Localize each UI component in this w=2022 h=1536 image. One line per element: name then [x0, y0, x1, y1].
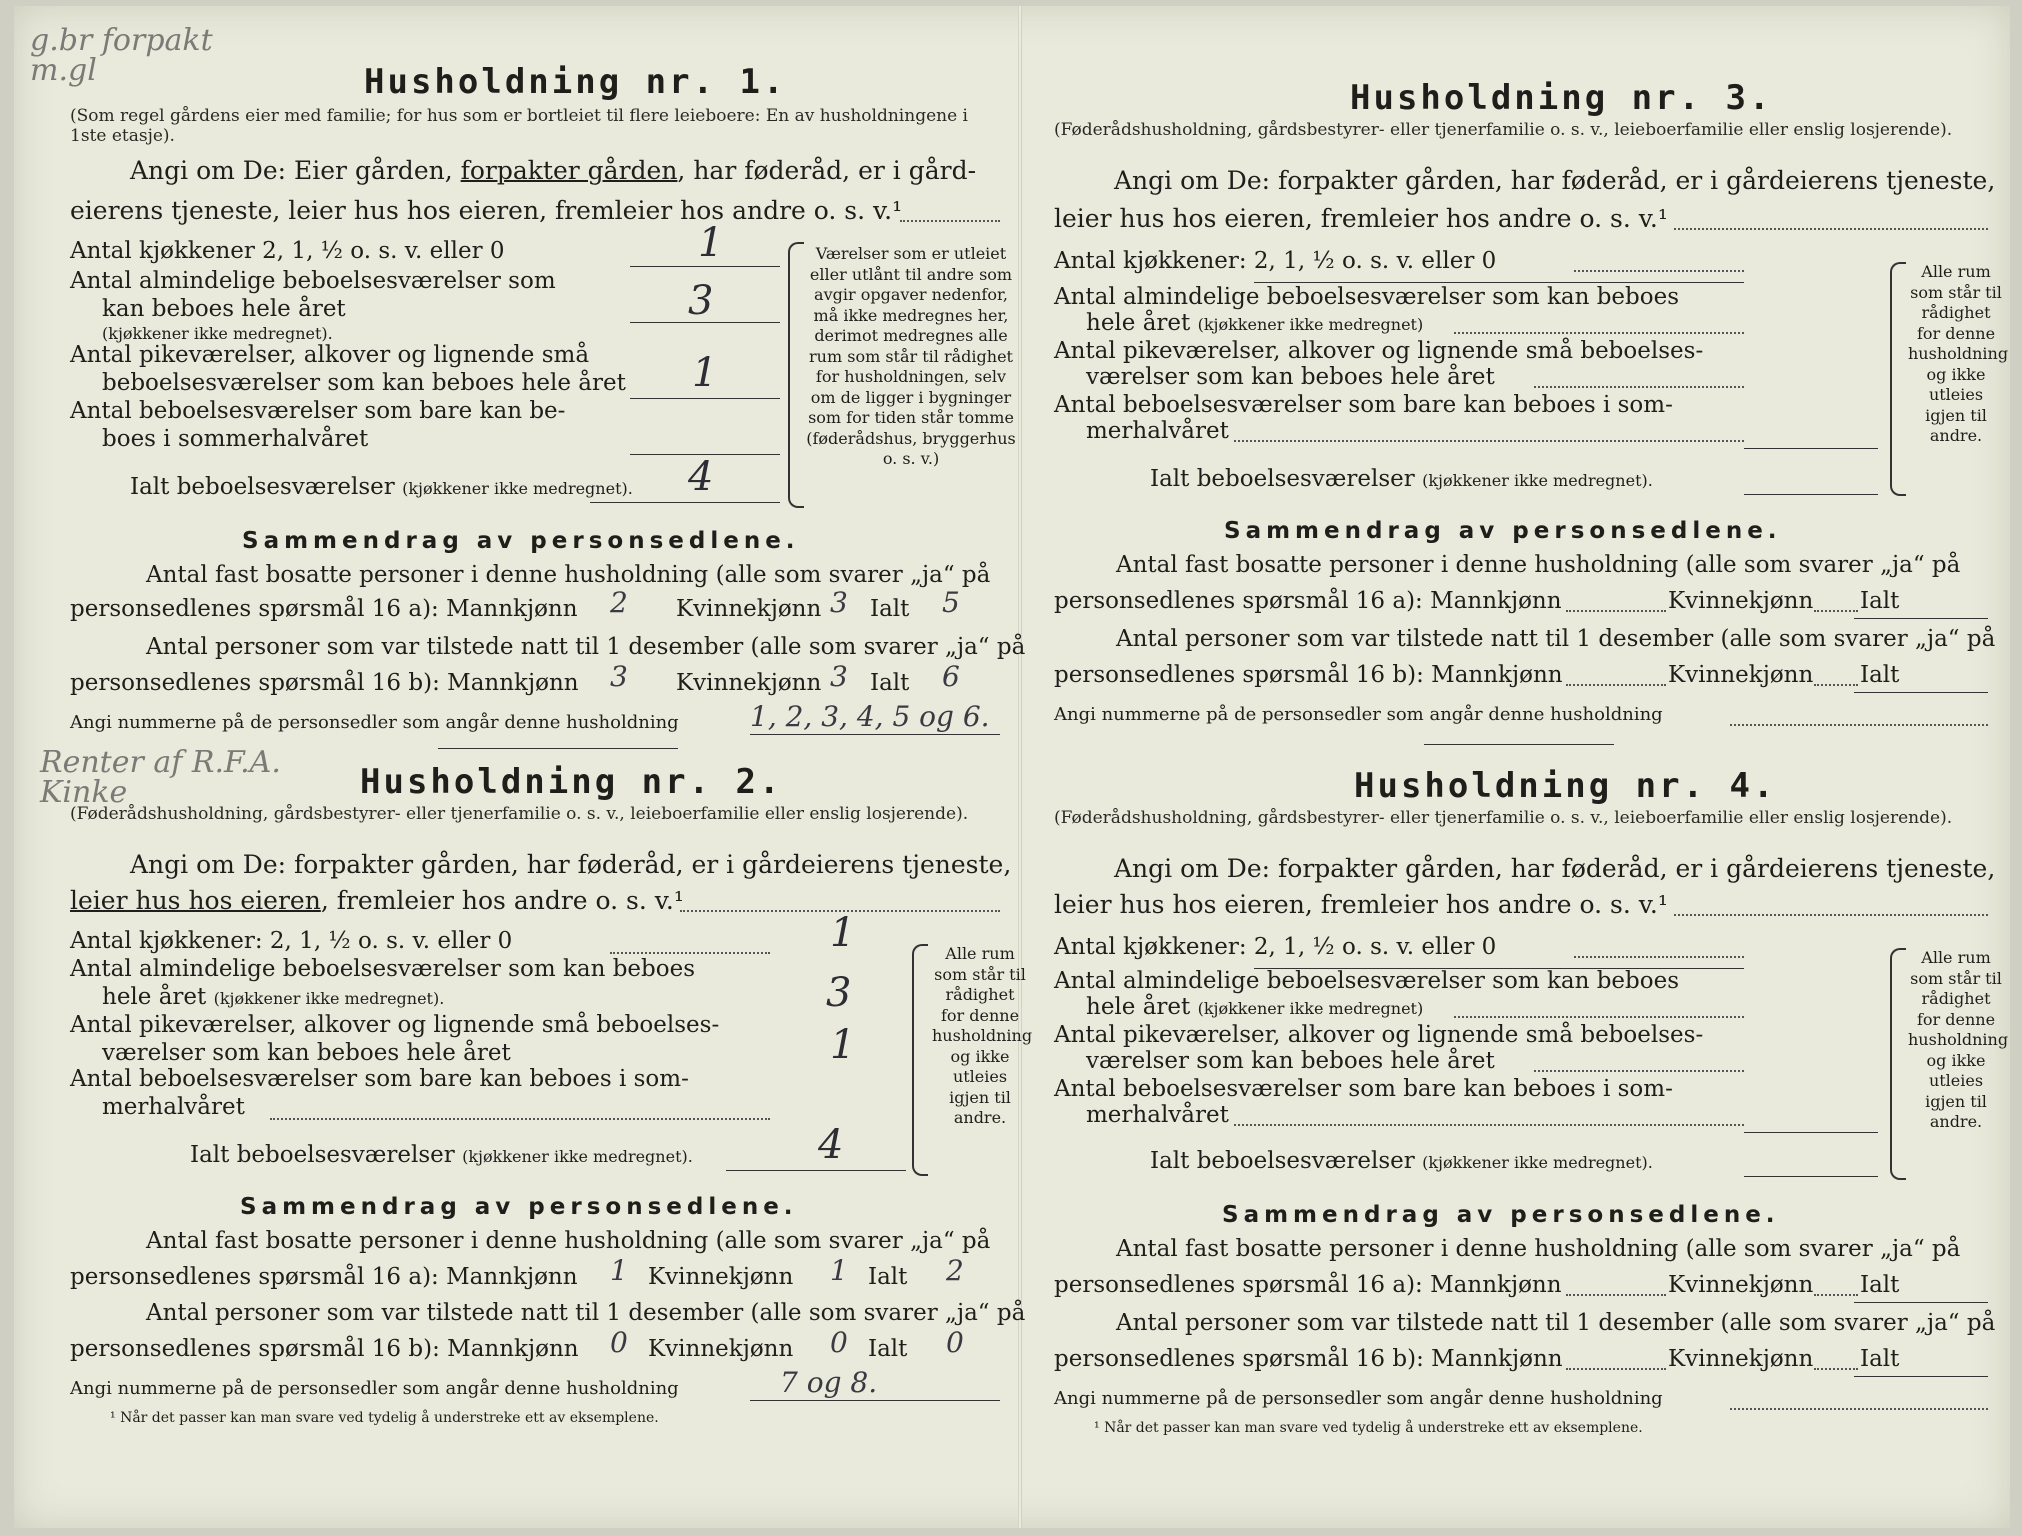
h1-total-label: Ialt beboelsesværelser (kjøkkener ikke medregnet). — [130, 474, 633, 500]
h4-side-note: Alle rum som står til rådighet for denne husholdning og ikke utleies igjen til andre. — [1908, 948, 2009, 1131]
h1-a-male: 2 — [610, 586, 628, 619]
underlined-option: forpakter gården — [460, 156, 678, 185]
h3-summary-title: Sammendrag av personsedlene. — [1224, 518, 1782, 544]
h4-summer-rooms-label: Antal beboelsesværelser som bare kan beboes i som- — [1054, 1076, 1673, 1102]
h2-b-female: 0 — [830, 1326, 848, 1359]
h2-b-male: 0 — [610, 1326, 628, 1359]
h2-b-total: 0 — [946, 1326, 964, 1359]
h4-footnote: ¹ Når det passer kan man svare ved tydelig å understreke ett av eksemplene. — [1094, 1420, 1643, 1436]
h2-a-female: 1 — [830, 1254, 848, 1287]
h1-a-female: 3 — [830, 586, 848, 619]
h3-side-note: Alle rum som står til rådighet for denne husholdning og ikke utleies igjen til andre. — [1908, 262, 2009, 445]
h1-b-male: 3 — [610, 660, 628, 693]
margin-note-mid: Renter af R.F.A. Kinke — [40, 745, 281, 810]
household-4-subtitle: (Føderådshusholdning, gårdsbestyrer- eller tjenerfamilie o. s. v., leieboerfamilie eller enslig losjerende). — [1054, 808, 1953, 828]
h4-kitchens-label: Antal kjøkkener: 2, 1, ½ o. s. v. eller 0 — [1054, 934, 1497, 960]
h2-footnote: ¹ Når det passer kan man svare ved tydelig å understreke ett av eksemplene. — [110, 1410, 659, 1426]
household-2-title: Husholdning nr. 2. — [360, 762, 783, 802]
household-1-status-line2: eierens tjeneste, leier hus hos eieren, fremleier hos andre o. s. v.¹ — [70, 196, 903, 225]
h1-summary-title: Sammendrag av personsedlene. — [242, 528, 800, 554]
h3-summer-rooms-label: Antal beboelsesværelser som bare kan beboes i som- — [1054, 392, 1673, 418]
h2-summary-title: Sammendrag av personsedlene. — [240, 1194, 798, 1220]
h3-rooms-label: Antal almindelige beboelsesværelser som kan beboes — [1054, 284, 1680, 310]
h2-maid-rooms-label: Antal pikeværelser, alkover og lignende små beboelses- — [70, 1012, 720, 1038]
h2-kitchens-value: 1 — [830, 910, 856, 956]
household-2-subtitle: (Føderådshusholdning, gårdsbestyrer- eller tjenerfamilie o. s. v., leieboerfamilie eller enslig losjerende). — [70, 804, 969, 824]
h2-side-note: Alle rum som står til rådighet for denne husholdning og ikke utleies igjen til andre. — [932, 944, 1033, 1127]
h1-side-note: Værelser som er utleiet eller utlånt til andre som avgir opgaver nedenfor, må ikke medregnes her, derimot medregnes alle rum som står til rådighet for husholdningen, selv om de ligger i bygninger som for tiden står tomme (føderådshus, bryggerhus o. s. v.) — [806, 244, 1016, 468]
underlined-option: leier hus hos eieren — [70, 886, 321, 915]
h3-person-numbers-label: Angi nummerne på de personsedler som angår denne husholdning — [1054, 704, 1663, 725]
h1-b-female: 3 — [830, 660, 848, 693]
h1-person-numbers: 1, 2, 3, 4, 5 og 6. — [750, 700, 990, 733]
census-form-sheet: g.br forpakt m.gl Husholdning nr. 1. (Som regel gårdens eier med familie; for hus som er bortleiet til flere leieboere: En av husholdningene i 1ste etasje). Angi om De: Eier gården, forpakter gården, har føderåd, er i gård- eierens tjeneste, leier hus hos eieren, fremleier hos andre o. s. v.¹ Antal kjøkkener 2, 1, ½ o. s. v. eller 0 1 Antal almindelige beboelsesværelser som kan beboes hele året (kjøkkener ikke medregnet). 3 Antal pikeværelser, alkover og lignende små beboelsesværelser som kan beboes hele året 1 Antal beboelsesværelser som bare kan be- boes i sommerhalvåret Ialt beboelsesværelser (kjøkkener ikke medregnet). 4 Værelser som er utleiet eller utlånt til andre som avgir opgaver nedenfor, må ikke medregnes her, derimot medregnes alle rum som står til rådighet for husholdningen, selv om de ligger i bygninger som for tiden står tomme (føderådshus, bryggerhus o. s. v.) Sammendrag av personsedlene. Antal fast bosatte personer i denne husholdning (alle som svarer „ja“ på personsedlenes spørsmål 16 a): Mannkjønn 2 Kvinnekjønn 3 Ialt 5 Antal personer som var tilstede natt til 1 desember (alle som svarer „ja“ på personsedlenes spørsmål 16 b): Mannkjønn 3 Kvinnekjønn 3 Ialt 6 Angi nummerne på de personsedler som angår denne husholdning 1, 2, 3, 4, 5 og 6. Renter af R.F.A. Kinke Husholdning nr. 2. (Føderådshusholdning, gårdsbestyrer- eller tjenerfamilie o. s. v., leieboerfamilie eller enslig losjerende). Angi om De: forpakter gården, har føderåd, er i gårdeierens tjeneste, leier hus hos eieren, fremleier hos andre o. s. v.¹ Antal kjøkkener: 2, 1, ½ o. s. v. eller 0 1 Antal almindelige beboelsesværelser som kan beboes hele året (kjøkkener ikke medregnet). 3 Antal pikeværelser, alkover og lignende små beboelses- værelser som kan beboes hele året 1 Antal beboelsesværelser som bare kan beboes i som- merhalvåret Ialt beboelsesværelser (kjøkkener ikke medregnet). 4 Alle rum som står til rådighet for denne husholdning og ikke utleies igjen til andre. Sammendrag av personsedlene. Antal fast bosatte personer i denne husholdning (alle som svarer „ja“ på personsedlenes spørsmål 16 a): Mannkjønn 1 Kvinnekjønn 1 Ialt 2 Antal personer som var tilstede natt til 1 desember (alle som svarer „ja“ på personsedlenes spørsmål 16 b): Mannkjønn 0 Kvinnekjønn 0 Ialt 0 Angi nummerne på de personsedler som angår denne husholdning 7 og 8. ¹ Når det passer kan man svare ved tydelig å understreke ett av eksemplene. Husholdning nr. 3. (Føderådshusholdning, gårdsbestyrer- eller tjenerfamilie o. s. v., leieboerfamilie eller enslig losjerende). Angi om De: forpakter gården, har føderåd, er i gårdeierens tjeneste, leier hus hos eieren, fremleier hos andre o. s. v.¹ Antal kjøkkener: 2, 1, ½ o. s. v. eller 0 Antal almindelige beboelsesværelser som kan beboes hele året (kjøkkener ikke medregnet) Antal pikeværelser, alkover og lignende små beboelses- værelser som kan beboes hele året Antal beboelsesværelser som bare kan beboes i som- merhalvåret Ialt beboelsesværelser (kjøkkener ikke medregnet). Alle rum som står til rådighet for denne husholdning og ikke utleies igjen til andre. Sammendrag av personsedlene. Antal fast bosatte personer i denne husholdning (alle som svarer „ja“ på personsedlenes spørsmål 16 a): Mannkjønn Kvinnekjønn Ialt Antal personer som var tilstede natt til 1 desember (alle som svarer „ja“ på personsedlenes spørsmål 16 b): Mannkjønn Kvinnekjønn Ialt Angi nummerne på de personsedler som angår denne husholdning Husholdning nr. 4. (Føderådshusholdning, gårdsbestyrer- eller tjenerfamilie o. s. v., leieboerfamilie eller enslig losjerende). Angi om De: forpakter gården, har føderåd, er i gårdeierens tjeneste, leier hus hos eieren, fremleier hos andre o. s. v.¹ Antal kjøkkener: 2, 1, ½ o. s. v. eller 0 Antal almindelige beboelsesværelser som kan beboes hele året (kjøkkener ikke medregnet) Antal pikeværelser, alkover og lignende små beboelses- værelser som kan beboes hele året Antal beboelsesværelser som bare kan beboes i som- merhalvåret Ialt beboelsesværelser (kjøkkener ikke medregnet). Alle rum som står til rådighet for denne husholdning og ikke utleies igjen til andre. Sammendrag av personsedlene. Antal fast bosatte personer i denne husholdning (alle som svarer „ja“ på personsedlenes spørsmål 16 a): Mannkjønn Kvinnekjønn Ialt Antal personer som var tilstede natt til 1 desember (alle som svarer „ja“ på personsedlenes spørsmål 16 b): Mannkjønn Kvinnekjønn Ialt Angi nummerne på de personsedler som angår denne husholdning ¹ Når det passer kan man svare ved tydelig å understreke ett av eksemplene. — [14, 6, 2010, 1528]
h2-person-numbers-label: Angi nummerne på de personsedler som angår denne husholdning — [70, 1378, 679, 1399]
h4-maid-rooms-label: Antal pikeværelser, alkover og lignende små beboelses- — [1054, 1022, 1704, 1048]
h1-maid-rooms-value: 1 — [692, 350, 718, 396]
h4-rooms-label: Antal almindelige beboelsesværelser som kan beboes — [1054, 968, 1680, 994]
household-1-subtitle: (Som regel gårdens eier med familie; for hus som er bortleiet til flere leieboere: En av husholdningene i 1ste etasje). — [70, 106, 968, 146]
h4-summary-title: Sammendrag av personsedlene. — [1222, 1202, 1780, 1228]
h3-maid-rooms-label: Antal pikeværelser, alkover og lignende små beboelses- — [1054, 338, 1704, 364]
h3-total-label: Ialt beboelsesværelser (kjøkkener ikke medregnet). — [1150, 466, 1653, 492]
h1-summer-rooms-label: Antal beboelsesværelser som bare kan be- — [70, 398, 566, 424]
h2-a-total: 2 — [946, 1254, 964, 1287]
household-3-title: Husholdning nr. 3. — [1350, 78, 1773, 118]
h2-total-value: 4 — [818, 1122, 844, 1168]
h1-a-total: 5 — [942, 586, 960, 619]
h4-total-label: Ialt beboelsesværelser (kjøkkener ikke medregnet). — [1150, 1148, 1653, 1174]
h1-rooms-value: 3 — [688, 278, 714, 324]
h2-maid-rooms-value: 1 — [830, 1022, 856, 1068]
h1-b-total: 6 — [942, 660, 960, 693]
h2-kitchens-label: Antal kjøkkener: 2, 1, ½ o. s. v. eller 0 — [70, 928, 513, 954]
household-3-subtitle: (Føderådshusholdning, gårdsbestyrer- eller tjenerfamilie o. s. v., leieboerfamilie eller enslig losjerende). — [1054, 120, 1953, 140]
h2-person-numbers: 7 og 8. — [780, 1366, 878, 1399]
h1-kitchens-label: Antal kjøkkener 2, 1, ½ o. s. v. eller 0 — [70, 238, 505, 264]
household-4-title: Husholdning nr. 4. — [1354, 766, 1777, 806]
h2-rooms-label: Antal almindelige beboelsesværelser som kan beboes — [70, 956, 696, 982]
h1-rooms-label: Antal almindelige beboelsesværelser som — [70, 268, 556, 294]
h2-a-male: 1 — [610, 1254, 628, 1287]
h3-kitchens-label: Antal kjøkkener: 2, 1, ½ o. s. v. eller 0 — [1054, 248, 1497, 274]
household-1-status-line1: Angi om De: Eier gården, forpakter gården, har føderåd, er i gård- — [130, 156, 977, 185]
h1-maid-rooms-label: Antal pikeværelser, alkover og lignende små — [70, 342, 590, 368]
h2-summer-rooms-label: Antal beboelsesværelser som bare kan beboes i som- — [70, 1066, 689, 1092]
h4-person-numbers-label: Angi nummerne på de personsedler som angår denne husholdning — [1054, 1388, 1663, 1409]
h1-kitchens-value: 1 — [698, 220, 724, 266]
h2-rooms-value: 3 — [826, 970, 852, 1016]
h2-total-label: Ialt beboelsesværelser (kjøkkener ikke medregnet). — [190, 1142, 693, 1168]
h1-person-numbers-label: Angi nummerne på de personsedler som angår denne husholdning — [70, 712, 679, 733]
margin-note-top: g.br forpakt m.gl — [30, 23, 213, 88]
h1-total-value: 4 — [688, 454, 714, 500]
household-1-title: Husholdning nr. 1. — [364, 62, 787, 102]
